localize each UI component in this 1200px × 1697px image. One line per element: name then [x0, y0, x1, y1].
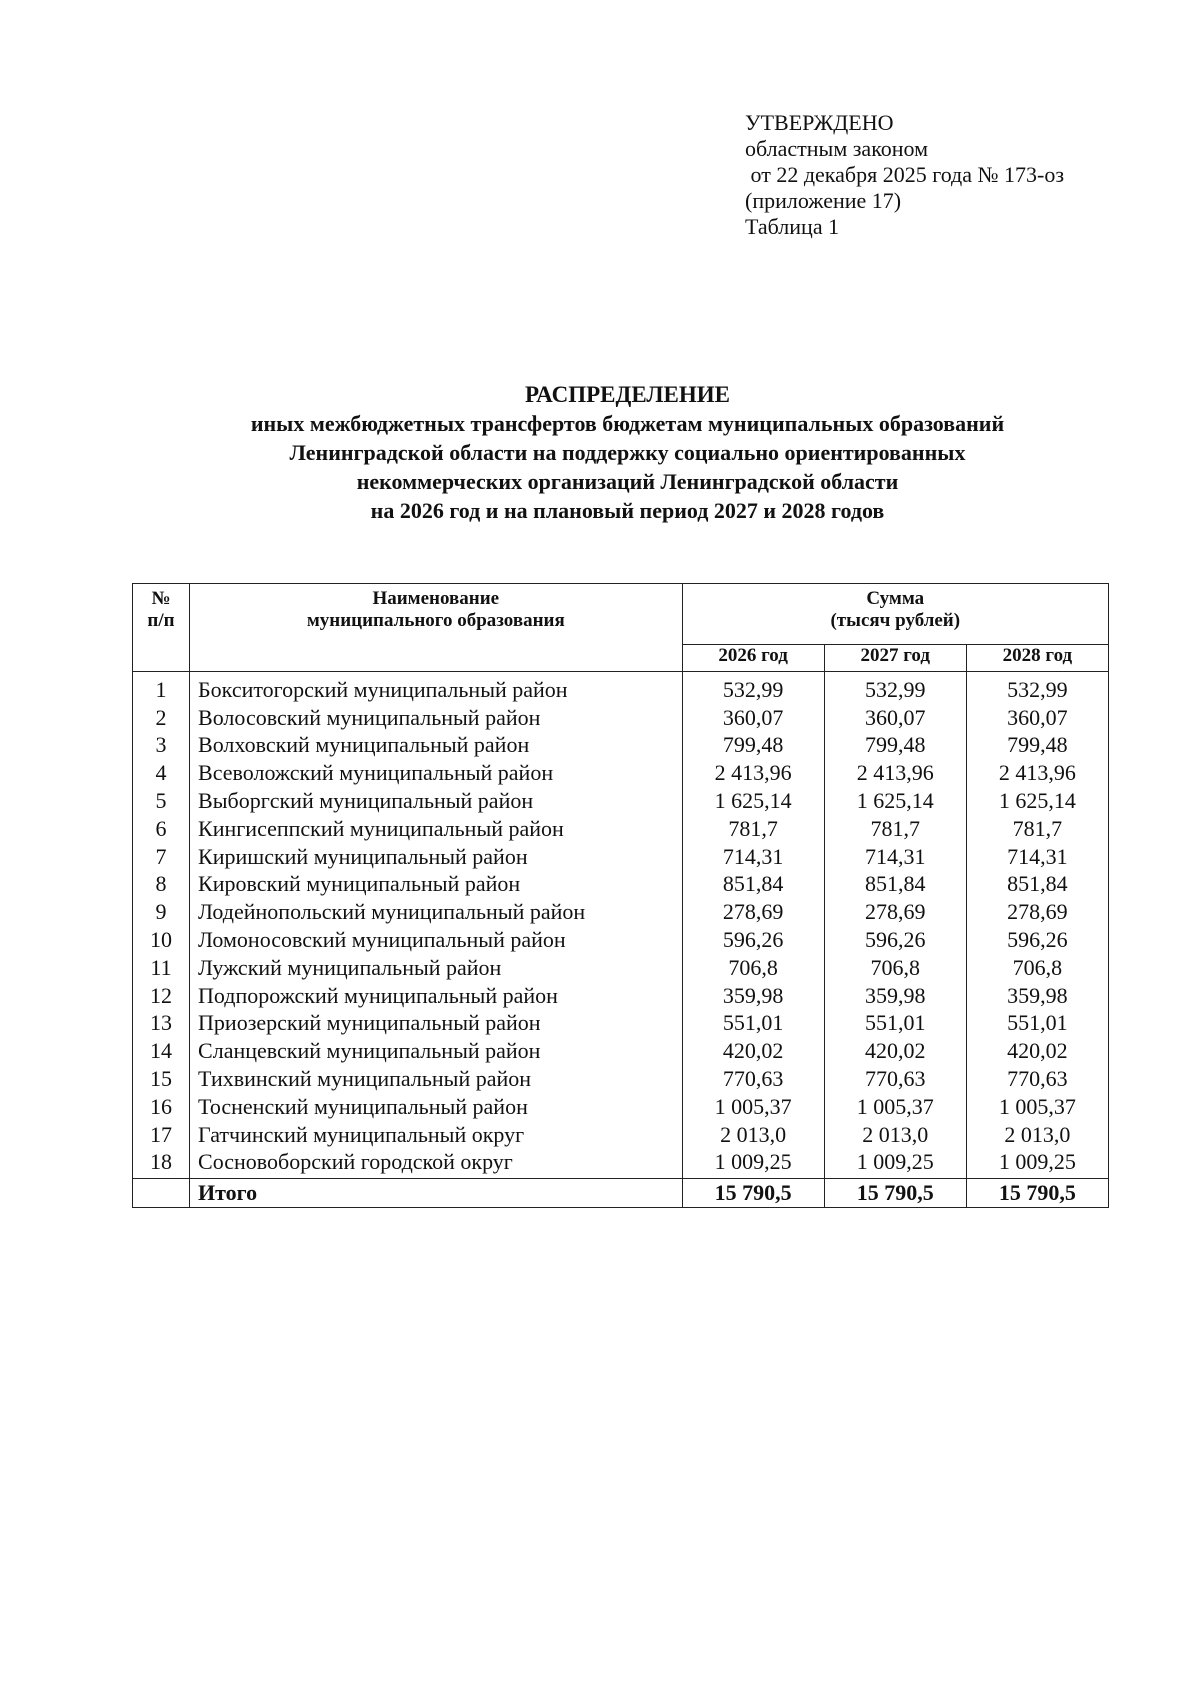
row-value-2027: 799,48: [824, 732, 966, 760]
header-name-line2: муниципального образования: [306, 610, 565, 631]
header-sum-line1: Сумма: [866, 588, 925, 609]
row-value-2028: 2 013,0: [966, 1121, 1108, 1149]
row-municipality-name: Всеволожский муниципальный район: [190, 759, 683, 787]
row-value-2027: 596,26: [824, 926, 966, 954]
total-2026: 15 790,5: [682, 1179, 824, 1208]
row-value-2028: 532,99: [966, 672, 1108, 704]
row-value-2026: 278,69: [682, 898, 824, 926]
total-2027: 15 790,5: [824, 1179, 966, 1208]
header-year-2028: 2028 год: [966, 645, 1108, 672]
row-number: 17: [133, 1121, 190, 1149]
table-row: [133, 672, 1109, 704]
row-value-2026: 706,8: [682, 954, 824, 982]
table-row: [133, 843, 1109, 871]
row-value-2028: 1 005,37: [966, 1093, 1108, 1121]
row-number: 2: [133, 704, 190, 732]
table-row: [133, 787, 1109, 815]
row-value-2028: 360,07: [966, 704, 1108, 732]
row-municipality-name: Приозерский муниципальный район: [190, 1010, 683, 1038]
row-value-2027: 2 413,96: [824, 759, 966, 787]
table-row: [133, 704, 1109, 732]
row-value-2027: 359,98: [824, 982, 966, 1010]
approval-heading: УТВЕРЖДЕНО: [745, 110, 894, 135]
total-row: [133, 1179, 1109, 1208]
row-number: 4: [133, 759, 190, 787]
table-row: [133, 815, 1109, 843]
row-number: 1: [133, 672, 190, 704]
row-value-2028: 714,31: [966, 843, 1108, 871]
row-value-2027: 360,07: [824, 704, 966, 732]
row-number: 11: [133, 954, 190, 982]
row-number: 9: [133, 898, 190, 926]
row-value-2028: 2 413,96: [966, 759, 1108, 787]
row-value-2028: 799,48: [966, 732, 1108, 760]
table-row: [133, 1010, 1109, 1038]
row-value-2027: 1 625,14: [824, 787, 966, 815]
row-value-2027: 770,63: [824, 1065, 966, 1093]
row-value-2027: 714,31: [824, 843, 966, 871]
row-municipality-name: Сосновоборский городской округ: [190, 1149, 683, 1179]
row-number: 13: [133, 1010, 190, 1038]
row-value-2026: 770,63: [682, 1065, 824, 1093]
row-value-2026: 1 009,25: [682, 1149, 824, 1179]
row-value-2027: 1 005,37: [824, 1093, 966, 1121]
total-number-cell: [133, 1179, 190, 1208]
row-value-2028: 1 625,14: [966, 787, 1108, 815]
row-value-2028: 278,69: [966, 898, 1108, 926]
header-year-2027: 2027 год: [824, 645, 966, 672]
row-number: 5: [133, 787, 190, 815]
row-value-2026: 532,99: [682, 672, 824, 704]
table-row: [133, 871, 1109, 899]
row-value-2026: 2 013,0: [682, 1121, 824, 1149]
row-value-2026: 781,7: [682, 815, 824, 843]
title-line-3: некоммерческих организаций Ленинградской области: [356, 469, 899, 494]
row-number: 10: [133, 926, 190, 954]
approval-law-line: областным законом: [745, 136, 929, 161]
row-value-2026: 851,84: [682, 871, 824, 899]
total-label: Итого: [190, 1179, 683, 1208]
table-row: [133, 898, 1109, 926]
row-value-2026: 551,01: [682, 1010, 824, 1038]
row-number: 12: [133, 982, 190, 1010]
row-number: 6: [133, 815, 190, 843]
title-line-1: иных межбюджетных трансфертов бюджетам муниципальных образований: [250, 411, 1005, 436]
row-municipality-name: Ломоносовский муниципальный район: [190, 926, 683, 954]
row-value-2026: 714,31: [682, 843, 824, 871]
approval-table-line: Таблица 1: [745, 214, 840, 239]
row-value-2027: 781,7: [824, 815, 966, 843]
row-number: 14: [133, 1037, 190, 1065]
row-value-2026: 1 625,14: [682, 787, 824, 815]
approval-date-line: от 22 декабря 2025 года № 173-оз: [745, 162, 1065, 187]
row-value-2027: 551,01: [824, 1010, 966, 1038]
approval-stamp: [745, 110, 1064, 240]
row-value-2026: 420,02: [682, 1037, 824, 1065]
row-value-2026: 1 005,37: [682, 1093, 824, 1121]
table-row: [133, 759, 1109, 787]
row-value-2026: 359,98: [682, 982, 824, 1010]
row-value-2028: 851,84: [966, 871, 1108, 899]
table-row: [133, 954, 1109, 982]
row-municipality-name: Выборгский муниципальный район: [190, 787, 683, 815]
row-value-2028: 359,98: [966, 982, 1108, 1010]
row-municipality-name: Киришский муниципальный район: [190, 843, 683, 871]
row-value-2028: 770,63: [966, 1065, 1108, 1093]
row-value-2028: 420,02: [966, 1037, 1108, 1065]
row-municipality-name: Лужский муниципальный район: [190, 954, 683, 982]
header-number: [133, 584, 190, 672]
row-municipality-name: Тихвинский муниципальный район: [190, 1065, 683, 1093]
row-value-2027: 2 013,0: [824, 1121, 966, 1149]
row-municipality-name: Лодейнопольский муниципальный район: [190, 898, 683, 926]
row-value-2027: 532,99: [824, 672, 966, 704]
row-number: 8: [133, 871, 190, 899]
title-line-2: Ленинградской области на поддержку социально ориентированных: [289, 440, 966, 465]
row-value-2027: 1 009,25: [824, 1149, 966, 1179]
table-row: [133, 1093, 1109, 1121]
row-value-2026: 2 413,96: [682, 759, 824, 787]
header-year-2026: 2026 год: [682, 645, 824, 672]
distribution-table: [132, 583, 1109, 1208]
row-municipality-name: Волосовский муниципальный район: [190, 704, 683, 732]
table-row: [133, 732, 1109, 760]
row-value-2027: 278,69: [824, 898, 966, 926]
title-line-4: на 2026 год и на плановый период 2027 и 2028 годов: [370, 498, 885, 523]
row-value-2026: 799,48: [682, 732, 824, 760]
title-main: РАСПРЕДЕЛЕНИЕ: [525, 382, 730, 407]
row-municipality-name: Волховский муниципальный район: [190, 732, 683, 760]
header-name-line1: Наименование: [372, 588, 500, 609]
row-number: 18: [133, 1149, 190, 1179]
row-value-2026: 360,07: [682, 704, 824, 732]
table-row: [133, 1121, 1109, 1149]
header-sum-line2: (тысяч рублей): [830, 610, 961, 631]
row-value-2028: 706,8: [966, 954, 1108, 982]
row-value-2028: 781,7: [966, 815, 1108, 843]
table-body: [133, 672, 1109, 1179]
row-value-2028: 551,01: [966, 1010, 1108, 1038]
table-row: [133, 1149, 1109, 1179]
document-title: [0, 380, 1200, 525]
table-row: [133, 982, 1109, 1010]
approval-appendix-line: (приложение 17): [745, 188, 902, 213]
row-municipality-name: Тосненский муниципальный район: [190, 1093, 683, 1121]
row-value-2026: 596,26: [682, 926, 824, 954]
table-row: [133, 1065, 1109, 1093]
row-number: 15: [133, 1065, 190, 1093]
row-municipality-name: Кингисеппский муниципальный район: [190, 815, 683, 843]
row-municipality-name: Бокситогорский муниципальный район: [190, 672, 683, 704]
row-municipality-name: Сланцевский муниципальный район: [190, 1037, 683, 1065]
row-number: 3: [133, 732, 190, 760]
total-2028: 15 790,5: [966, 1179, 1108, 1208]
header-number-line2: п/п: [147, 610, 175, 631]
row-value-2027: 706,8: [824, 954, 966, 982]
header-sum: [682, 584, 1108, 645]
table-row: [133, 1037, 1109, 1065]
table-row: [133, 926, 1109, 954]
header-number-line1: №: [151, 588, 171, 609]
header-name: [190, 584, 683, 672]
row-municipality-name: Подпорожский муниципальный район: [190, 982, 683, 1010]
row-number: 7: [133, 843, 190, 871]
row-value-2027: 851,84: [824, 871, 966, 899]
row-number: 16: [133, 1093, 190, 1121]
row-value-2028: 596,26: [966, 926, 1108, 954]
row-value-2028: 1 009,25: [966, 1149, 1108, 1179]
row-value-2027: 420,02: [824, 1037, 966, 1065]
row-municipality-name: Кировский муниципальный район: [190, 871, 683, 899]
row-municipality-name: Гатчинский муниципальный округ: [190, 1121, 683, 1149]
